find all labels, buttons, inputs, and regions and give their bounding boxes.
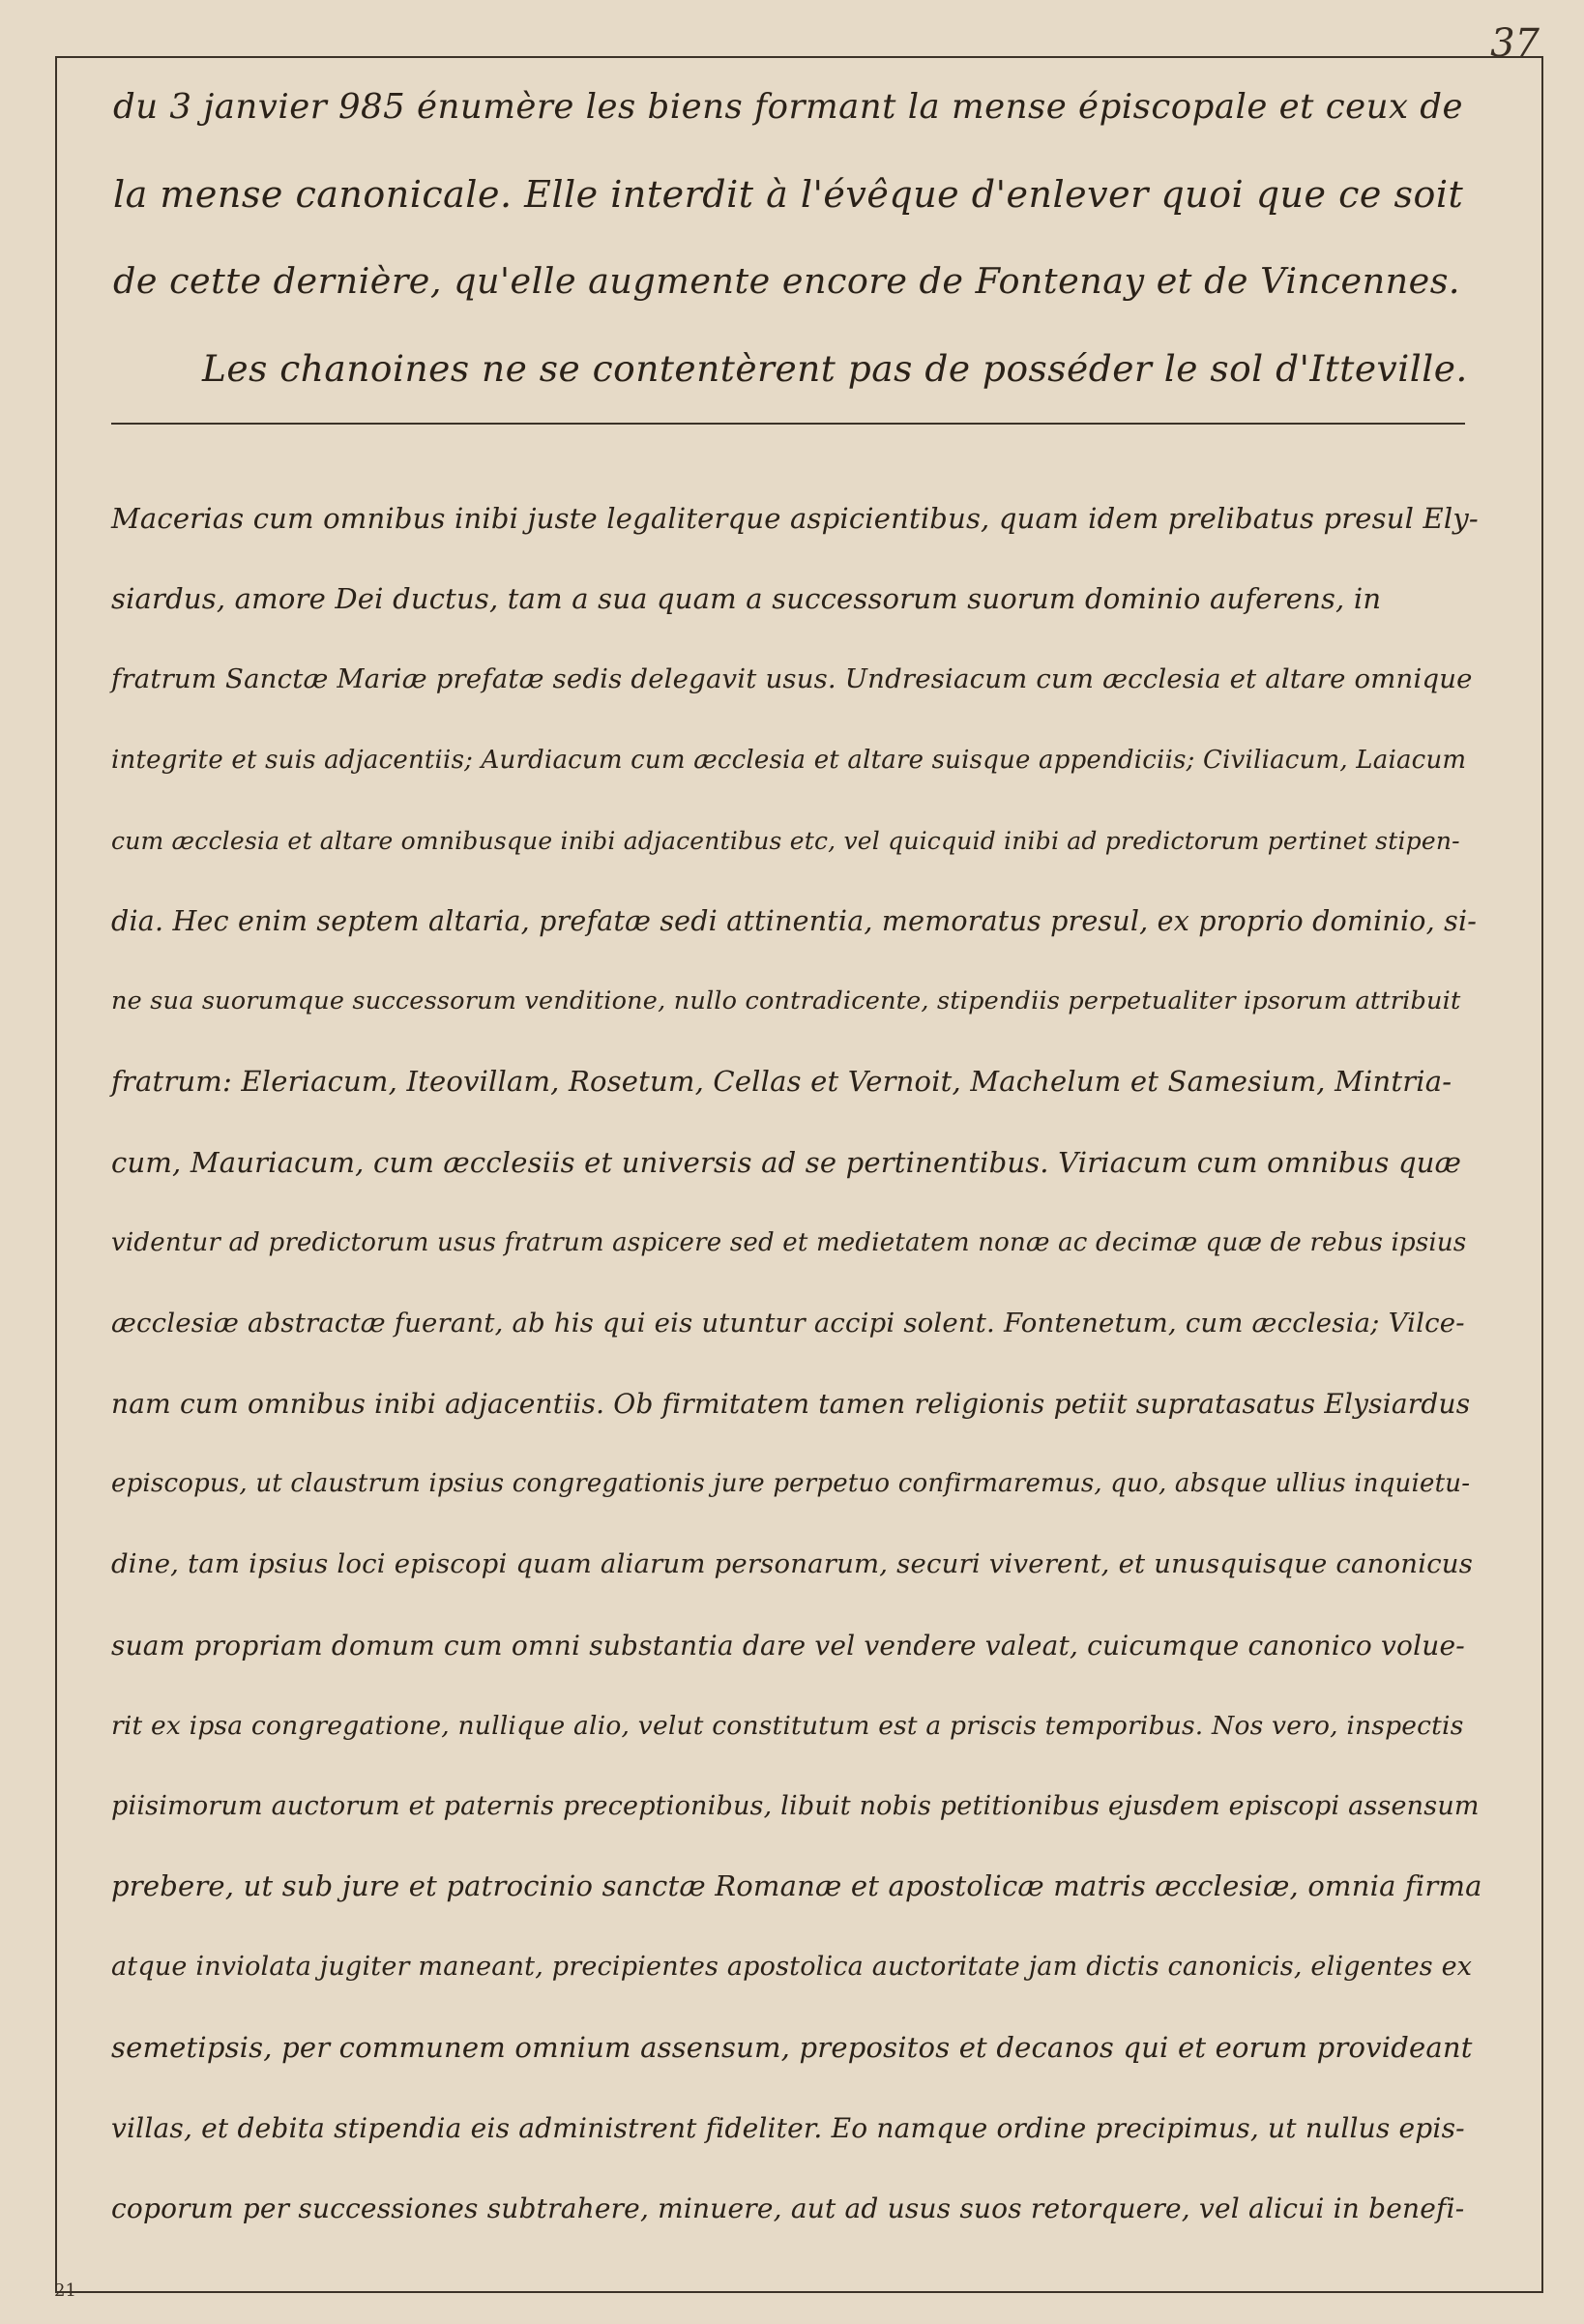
body-line: ne sua suorumque successorum venditione, nullo contradicente, stipendiis perpetualiter ipsorum attribuit xyxy=(111,986,1461,1016)
body-line: fratrum: Eleriacum, Iteovillam, Rosetum, Cellas et Vernoit, Machelum et Samesium, Mintria- xyxy=(111,1065,1452,1099)
header-line: du 3 janvier 985 énumère les biens formant la mense épiscopale et ceux de xyxy=(113,87,1464,127)
header-line: de cette dernière, qu'elle augmente encore de Fontenay et de Vincennes. xyxy=(113,260,1461,302)
page-number: 37 xyxy=(1490,21,1540,66)
header-line: la mense canonicale. Elle interdit à l'évêque d'enlever quoi que ce soit xyxy=(113,173,1464,216)
body-line: atque inviolata jugiter maneant, precipientes apostolica auctoritate jam dictis canonicis, eligentes ex xyxy=(111,1952,1473,1983)
body-line: episcopus, ut claustrum ipsius congregationis jure perpetuo confirmaremus, quo, absque ullius inquietu- xyxy=(111,1469,1471,1499)
latin-transcription xyxy=(111,479,1484,2249)
body-line: rit ex ipsa congregatione, nullique alio, velut constitutum est a priscis temporibus. Nos vero, inspectis xyxy=(111,1710,1464,1741)
body-line: nam cum omnibus inibi adjacentiis. Ob firmitatem tamen religionis petiit supratasatus Elysiardus xyxy=(111,1388,1471,1421)
body-line: fratrum Sanctæ Mariæ prefatæ sedis delegavit usus. Undresiacum cum æcclesia et altare omnique xyxy=(111,663,1473,695)
body-line: villas, et debita stipendia eis administrent fideliter. Eo namque ordine precipimus, ut nullus epis- xyxy=(111,2111,1465,2144)
body-line: coporum per successiones subtrahere, minuere, aut ad usus suos retorquere, vel alicui in benefi- xyxy=(111,2192,1465,2224)
body-line: siardus, amore Dei ductus, tam a sua quam a successorum suorum dominio auferens, in xyxy=(111,582,1382,616)
body-line: piisimorum auctorum et paternis preceptionibus, libuit nobis petitionibus ejusdem episcopi assensum xyxy=(111,1791,1480,1821)
body-line: cum, Mauriacum, cum æcclesiis et universis ad se pertinentibus. Viriacum cum omnibus quæ xyxy=(111,1145,1462,1179)
body-line: suam propriam domum cum omni substantia dare vel vendere valeat, cuicumque canonico volue- xyxy=(111,1629,1465,1662)
body-line: dine, tam ipsius loci episcopi quam aliarum personarum, securi viverent, et unusquisque canonicus xyxy=(111,1548,1474,1580)
header-text xyxy=(113,64,1477,412)
section-divider xyxy=(111,423,1465,425)
header-line: Les chanoines ne se contentèrent pas de posséder le sol d'Itteville. xyxy=(202,347,1468,390)
body-line: integrite et suis adjacentiis; Aurdiacum cum æcclesia et altare suisque appendiciis; Civiliacum, Laiacum xyxy=(111,745,1467,775)
body-line: cum æcclesia et altare omnibusque inibi adjacentibus etc, vel quicquid inibi ad predictorum pertinet stipen- xyxy=(111,826,1460,855)
body-line: Macerias cum omnibus inibi juste legaliterque aspicientibus, quam idem prelibatus presul Ely- xyxy=(111,502,1479,535)
body-line: æcclesiæ abstractæ fuerant, ab his qui eis utuntur accipi solent. Fontenetum, cum æcclesia; Vilce- xyxy=(111,1307,1465,1339)
body-line: semetipsis, per communem omnium assensum, prepositos et decanos qui et eorum provideant xyxy=(111,2030,1473,2064)
body-line: prebere, ut sub jure et patrocinio sanctæ Romanæ et apostolicæ matris æcclesiæ, omnia firma xyxy=(111,1869,1482,1903)
body-line: dia. Hec enim septem altaria, prefatæ sedi attinentia, memoratus presul, ex proprio dominio, si- xyxy=(111,904,1478,937)
corner-mark: 21 xyxy=(54,2280,76,2301)
body-line: videntur ad predictorum usus fratrum aspicere sed et medietatem nonæ ac decimæ quæ de rebus ipsius xyxy=(111,1227,1467,1257)
